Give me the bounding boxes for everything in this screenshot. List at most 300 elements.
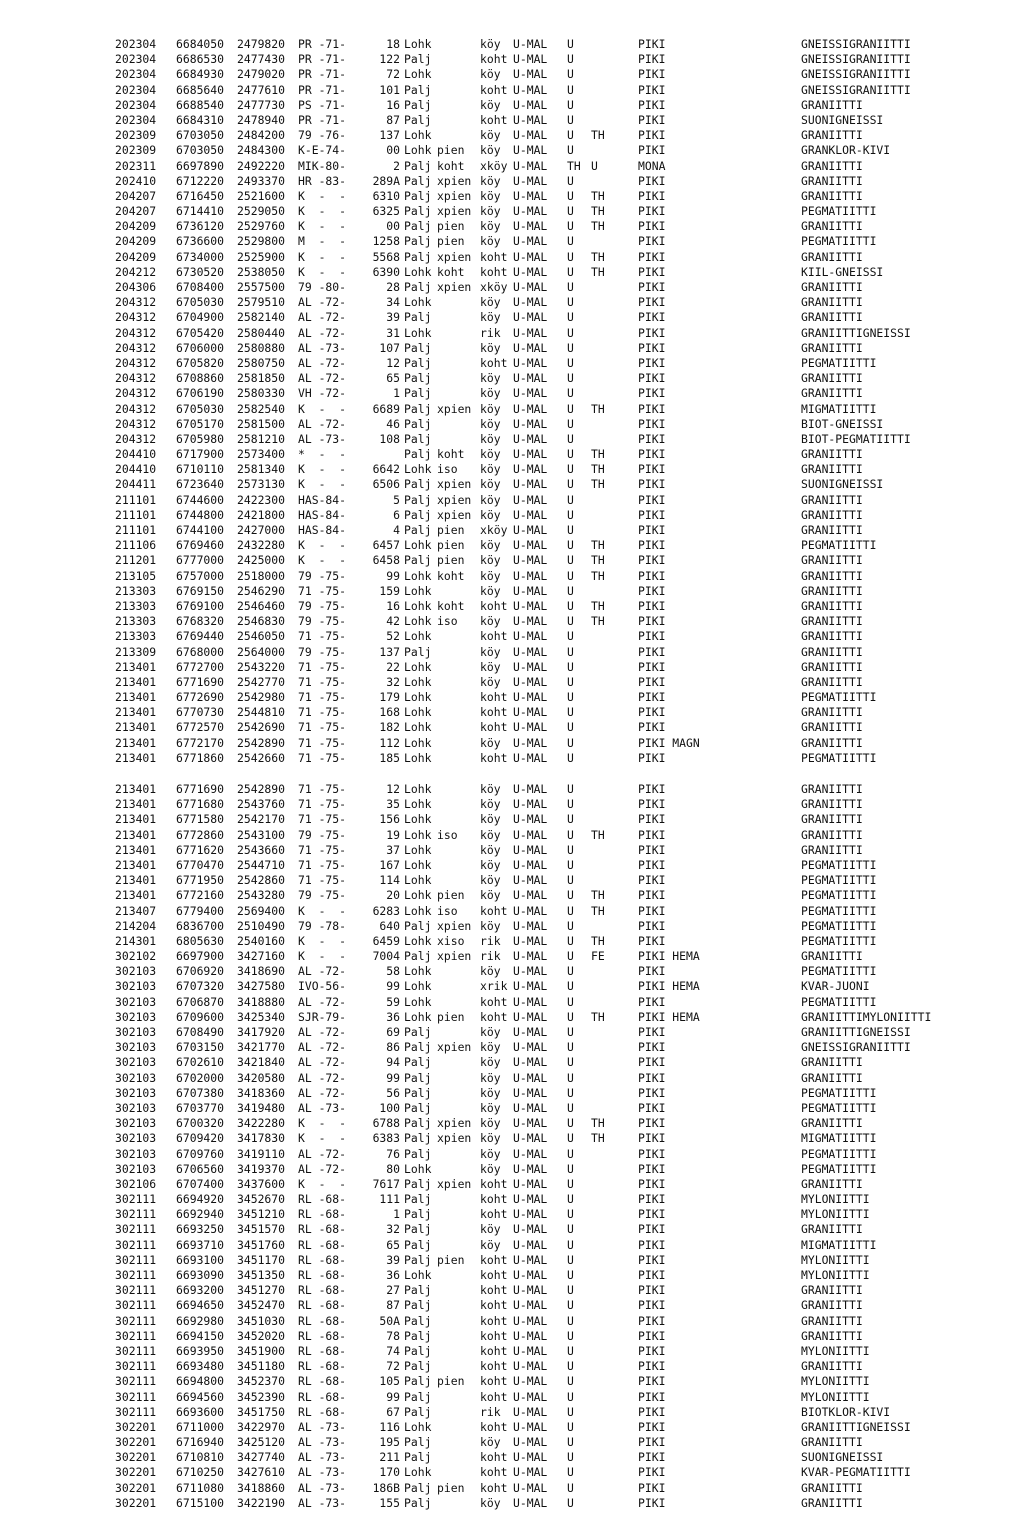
- collector-code-cell: AL -72-: [298, 1085, 347, 1100]
- northing-cell: 6685640: [176, 82, 225, 97]
- map-sheet-cell: 213401: [115, 797, 157, 812]
- sample-number-cell: 99: [386, 1389, 400, 1404]
- size-cell: koht: [437, 598, 465, 613]
- rock-name-cell: SUONIGNEISSI: [801, 477, 884, 492]
- collector-code-cell: 71 -75-: [298, 720, 347, 735]
- northing-cell: 6708860: [176, 371, 225, 386]
- sample-type-cell: Palj: [404, 1283, 432, 1298]
- status-cell: U: [567, 234, 574, 249]
- map-sheet-cell: 302103: [115, 1100, 157, 1115]
- rock-name-cell: KIIL-GNEISSI: [801, 264, 884, 279]
- easting-cell: 3427580: [237, 979, 286, 994]
- method-cell: PIKI: [638, 1146, 666, 1161]
- quality-cell: koht: [480, 1176, 508, 1191]
- table-row: [0, 1283, 1024, 1298]
- map-sheet-cell: 214204: [115, 918, 157, 933]
- flag-cell: TH: [591, 401, 605, 416]
- northing-cell: 6709600: [176, 1009, 225, 1024]
- collector-code-cell: 71 -75-: [298, 750, 347, 765]
- northing-cell: 6702610: [176, 1055, 225, 1070]
- northing-cell: 6710250: [176, 1465, 225, 1480]
- sample-number-cell: 46: [386, 416, 400, 431]
- map-sheet-cell: 213401: [115, 888, 157, 903]
- map-sheet-cell: 204212: [115, 264, 157, 279]
- sample-type-cell: Lohk: [404, 143, 432, 158]
- collector-code-cell: K - -: [298, 553, 347, 568]
- sample-type-cell: Lohk: [404, 128, 432, 143]
- northing-cell: 6697900: [176, 949, 225, 964]
- status-cell: U: [567, 735, 574, 750]
- map-sheet-cell: 302103: [115, 994, 157, 1009]
- analysis-cell: U-MAL: [513, 720, 548, 735]
- sample-number-cell: 159: [379, 583, 400, 598]
- northing-cell: 6705030: [176, 401, 225, 416]
- collector-code-cell: K - -: [298, 264, 347, 279]
- size-cell: iso: [437, 903, 458, 918]
- quality-cell: koht: [480, 1359, 508, 1374]
- sample-type-cell: Palj: [404, 1222, 432, 1237]
- easting-cell: 3451170: [237, 1252, 286, 1267]
- northing-cell: 6693480: [176, 1359, 225, 1374]
- size-cell: xpien: [437, 173, 472, 188]
- status-cell: U: [567, 553, 574, 568]
- table-row: [0, 493, 1024, 508]
- map-sheet-cell: 302103: [115, 1161, 157, 1176]
- sample-type-cell: Palj: [404, 1100, 432, 1115]
- sample-type-cell: Palj: [404, 1131, 432, 1146]
- rock-name-cell: GRANIITTI: [801, 553, 863, 568]
- analysis-cell: U-MAL: [513, 644, 548, 659]
- easting-cell: 2580330: [237, 386, 286, 401]
- sample-number-cell: 65: [386, 371, 400, 386]
- rock-name-cell: BIOTKLOR-KIVI: [801, 1404, 891, 1419]
- collector-code-cell: AL -73-: [298, 1480, 347, 1495]
- quality-cell: köy: [480, 1070, 501, 1085]
- flag-cell: TH: [591, 249, 605, 264]
- northing-cell: 6706920: [176, 964, 225, 979]
- table-row: [0, 371, 1024, 386]
- collector-code-cell: RL -68-: [298, 1268, 347, 1282]
- quality-cell: koht: [480, 1268, 508, 1282]
- map-sheet-cell: 202304: [115, 97, 157, 112]
- sample-number-cell: 56: [386, 1085, 400, 1100]
- status-cell: U: [567, 1435, 574, 1450]
- method-cell: PIKI: [638, 705, 666, 720]
- status-cell: U: [567, 888, 574, 903]
- collector-code-cell: AL -73-: [298, 431, 347, 446]
- rock-name-cell: MYLONIITTI: [801, 1374, 870, 1389]
- status-cell: U: [567, 1343, 574, 1358]
- sample-type-cell: Palj: [404, 1040, 432, 1055]
- easting-cell: 2479020: [237, 67, 286, 82]
- collector-code-cell: K - -: [298, 401, 347, 416]
- analysis-cell: U-MAL: [513, 1268, 548, 1282]
- table-row: [0, 736, 1024, 751]
- sample-number-cell: 39: [386, 1252, 400, 1267]
- map-sheet-cell: 213401: [115, 720, 157, 735]
- status-cell: U: [567, 97, 574, 112]
- rock-name-cell: GRANIITTI: [801, 674, 863, 689]
- easting-cell: 3451760: [237, 1237, 286, 1252]
- sample-number-cell: 39: [386, 310, 400, 325]
- northing-cell: 6693600: [176, 1404, 225, 1419]
- analysis-cell: U-MAL: [513, 888, 548, 903]
- table-row: [0, 1147, 1024, 1162]
- method-cell: PIKI: [638, 842, 666, 857]
- collector-code-cell: K-E-74-: [298, 143, 347, 158]
- rock-name-cell: GRANIITTI: [801, 1116, 863, 1131]
- sample-number-cell: 31: [386, 325, 400, 340]
- northing-cell: 6772170: [176, 735, 225, 750]
- sample-type-cell: Palj: [404, 918, 432, 933]
- status-cell: U: [567, 903, 574, 918]
- northing-cell: 6693200: [176, 1283, 225, 1298]
- easting-cell: 3437600: [237, 1176, 286, 1191]
- status-cell: U: [567, 1359, 574, 1374]
- rock-name-cell: MIGMATIITTI: [801, 1131, 877, 1146]
- table-row: [0, 143, 1024, 158]
- easting-cell: 3419110: [237, 1146, 286, 1161]
- collector-code-cell: K - -: [298, 903, 347, 918]
- collector-code-cell: RL -68-: [298, 1252, 347, 1267]
- analysis-cell: U-MAL: [513, 128, 548, 143]
- status-cell: U: [567, 1025, 574, 1039]
- collector-code-cell: AL -73-: [298, 1100, 347, 1115]
- easting-cell: 2543100: [237, 827, 286, 842]
- quality-cell: koht: [480, 1465, 508, 1480]
- collector-code-cell: RL -68-: [298, 1222, 347, 1237]
- quality-cell: koht: [480, 82, 508, 97]
- method-cell: PIKI: [638, 598, 666, 613]
- table-row: [0, 1238, 1024, 1253]
- quality-cell: köy: [480, 964, 501, 979]
- map-sheet-cell: 302103: [115, 1131, 157, 1146]
- method-cell: PIKI: [638, 644, 666, 659]
- analysis-cell: U-MAL: [513, 705, 548, 720]
- sample-number-cell: 6506: [372, 477, 400, 492]
- rock-name-cell: GRANIITTI: [801, 644, 863, 659]
- rock-name-cell: GRANIITTI: [801, 1495, 863, 1510]
- size-cell: xpien: [437, 918, 472, 933]
- quality-cell: köy: [480, 310, 501, 325]
- analysis-cell: U-MAL: [513, 1313, 548, 1328]
- rock-name-cell: PEGMATIITTI: [801, 888, 877, 903]
- northing-cell: 6779400: [176, 903, 225, 918]
- table-row: [0, 599, 1024, 614]
- collector-code-cell: 71 -75-: [298, 705, 347, 720]
- northing-cell: 6694650: [176, 1298, 225, 1313]
- sample-number-cell: 6310: [372, 188, 400, 203]
- northing-cell: 6709420: [176, 1131, 225, 1146]
- status-cell: U: [567, 1450, 574, 1465]
- map-sheet-cell: 302111: [115, 1313, 157, 1328]
- collector-code-cell: AL -72-: [298, 1055, 347, 1070]
- status-cell: U: [567, 280, 574, 294]
- rock-name-cell: GRANIITTI: [801, 219, 863, 234]
- rock-name-cell: GRANIITTI: [801, 1313, 863, 1328]
- sample-number-cell: 37: [386, 842, 400, 857]
- northing-cell: 6770730: [176, 705, 225, 720]
- method-cell: PIKI: [638, 1359, 666, 1374]
- easting-cell: 2546050: [237, 629, 286, 644]
- map-sheet-cell: 204312: [115, 310, 157, 325]
- sample-type-cell: Palj: [404, 1085, 432, 1100]
- sample-number-cell: 00: [386, 143, 400, 158]
- collector-code-cell: RL -68-: [298, 1237, 347, 1252]
- method-cell: PIKI: [638, 295, 666, 310]
- method-cell: PIKI HEMA: [638, 949, 700, 964]
- easting-cell: 2546460: [237, 598, 286, 613]
- map-sheet-cell: 213401: [115, 812, 157, 827]
- table-row: [0, 1481, 1024, 1496]
- easting-cell: 2543280: [237, 888, 286, 903]
- size-cell: pien: [437, 1374, 465, 1389]
- rock-name-cell: GRANIITTI: [801, 97, 863, 112]
- map-sheet-cell: 302111: [115, 1343, 157, 1358]
- analysis-cell: U-MAL: [513, 507, 548, 522]
- quality-cell: koht: [480, 690, 508, 705]
- map-sheet-cell: 302103: [115, 1116, 157, 1131]
- easting-cell: 2546290: [237, 583, 286, 598]
- easting-cell: 2542980: [237, 690, 286, 705]
- quality-cell: köy: [480, 583, 501, 598]
- map-sheet-cell: 202309: [115, 128, 157, 143]
- sample-type-cell: Palj: [404, 1313, 432, 1328]
- rock-name-cell: GRANIITTI: [801, 568, 863, 583]
- map-sheet-cell: 204312: [115, 371, 157, 386]
- method-cell: PIKI: [638, 1176, 666, 1191]
- analysis-cell: U-MAL: [513, 431, 548, 446]
- quality-cell: köy: [480, 1100, 501, 1115]
- status-cell: U: [567, 1009, 574, 1024]
- collector-code-cell: 71 -75-: [298, 842, 347, 857]
- collector-code-cell: PR -71-: [298, 37, 347, 51]
- analysis-cell: U-MAL: [513, 994, 548, 1009]
- northing-cell: 6694560: [176, 1389, 225, 1404]
- quality-cell: köy: [480, 234, 501, 249]
- status-cell: U: [567, 994, 574, 1009]
- easting-cell: 2479820: [237, 37, 286, 51]
- flag-cell: TH: [591, 204, 605, 219]
- method-cell: PIKI: [638, 812, 666, 827]
- northing-cell: 6694920: [176, 1192, 225, 1207]
- northing-cell: 6706190: [176, 386, 225, 401]
- quality-cell: köy: [480, 431, 501, 446]
- quality-cell: koht: [480, 994, 508, 1009]
- rock-name-cell: GRANIITTI: [801, 188, 863, 203]
- collector-code-cell: RL -68-: [298, 1283, 347, 1298]
- table-row: [0, 1101, 1024, 1116]
- sample-type-cell: Lohk: [404, 462, 432, 477]
- rock-name-cell: GRANIITTI: [801, 782, 863, 796]
- map-sheet-cell: 211101: [115, 507, 157, 522]
- method-cell: PIKI: [638, 659, 666, 674]
- table-row: [0, 949, 1024, 964]
- analysis-cell: U-MAL: [513, 690, 548, 705]
- analysis-cell: U-MAL: [513, 355, 548, 370]
- table-row: [0, 1116, 1024, 1131]
- sample-type-cell: Palj: [404, 1025, 432, 1039]
- easting-cell: 2544810: [237, 705, 286, 720]
- sample-type-cell: Palj: [404, 1070, 432, 1085]
- sample-type-cell: Palj: [404, 507, 432, 522]
- easting-cell: 2579510: [237, 295, 286, 310]
- quality-cell: köy: [480, 1025, 501, 1039]
- map-sheet-cell: 302103: [115, 1025, 157, 1039]
- northing-cell: 6805630: [176, 933, 225, 948]
- flag-cell: TH: [591, 888, 605, 903]
- status-cell: U: [567, 112, 574, 127]
- method-cell: PIKI: [638, 538, 666, 553]
- map-sheet-cell: 204209: [115, 219, 157, 234]
- status-cell: U: [567, 371, 574, 386]
- quality-cell: köy: [480, 812, 501, 827]
- easting-cell: 3427740: [237, 1450, 286, 1465]
- status-cell: U: [567, 1070, 574, 1085]
- rock-name-cell: GNEISSIGRANIITTI: [801, 1040, 911, 1055]
- map-sheet-cell: 302111: [115, 1328, 157, 1343]
- easting-cell: 2521600: [237, 188, 286, 203]
- collector-code-cell: 79 -78-: [298, 918, 347, 933]
- easting-cell: 2422300: [237, 492, 286, 507]
- table-row: [0, 538, 1024, 553]
- collector-code-cell: K - -: [298, 1131, 347, 1146]
- northing-cell: 6757000: [176, 568, 225, 583]
- sample-number-cell: 6283: [372, 903, 400, 918]
- status-cell: U: [567, 295, 574, 310]
- size-cell: pien: [437, 888, 465, 903]
- easting-cell: 2493370: [237, 173, 286, 188]
- method-cell: PIKI: [638, 477, 666, 492]
- easting-cell: 2477730: [237, 97, 286, 112]
- northing-cell: 6769440: [176, 629, 225, 644]
- collector-code-cell: IVO-56-: [298, 979, 347, 994]
- collector-code-cell: RL -68-: [298, 1389, 347, 1404]
- status-cell: U: [567, 1116, 574, 1131]
- table-row: [0, 1192, 1024, 1207]
- method-cell: PIKI: [638, 1328, 666, 1343]
- method-cell: PIKI: [638, 1222, 666, 1237]
- sample-type-cell: Palj: [404, 492, 432, 507]
- map-sheet-cell: 204410: [115, 462, 157, 477]
- map-sheet-cell: 302111: [115, 1237, 157, 1252]
- table-row: [0, 888, 1024, 903]
- rock-name-cell: MIGMATIITTI: [801, 1237, 877, 1252]
- collector-code-cell: AL -72-: [298, 325, 347, 340]
- analysis-cell: U-MAL: [513, 873, 548, 888]
- rock-name-cell: PEGMATIITTI: [801, 690, 877, 705]
- rock-name-cell: GNEISSIGRANIITTI: [801, 52, 911, 67]
- method-cell: PIKI: [638, 553, 666, 568]
- status-cell: U: [567, 1328, 574, 1343]
- method-cell: PIKI: [638, 1435, 666, 1450]
- sample-type-cell: Palj: [404, 249, 432, 264]
- sample-number-cell: 69: [386, 1025, 400, 1039]
- collector-code-cell: AL -72-: [298, 994, 347, 1009]
- table-row: [0, 1390, 1024, 1405]
- collector-code-cell: AL -72-: [298, 310, 347, 325]
- sample-type-cell: Palj: [404, 188, 432, 203]
- easting-cell: 2542890: [237, 782, 286, 796]
- map-sheet-cell: 213303: [115, 614, 157, 629]
- map-sheet-cell: 302111: [115, 1222, 157, 1237]
- analysis-cell: U-MAL: [513, 1328, 548, 1343]
- map-sheet-cell: 302111: [115, 1298, 157, 1313]
- table-row: [0, 1450, 1024, 1465]
- status-cell: U: [567, 523, 574, 537]
- map-sheet-cell: 204312: [115, 401, 157, 416]
- quality-cell: köy: [480, 1161, 501, 1176]
- collector-code-cell: 71 -75-: [298, 583, 347, 598]
- rock-name-cell: GRANIITTI: [801, 827, 863, 842]
- size-cell: iso: [437, 462, 458, 477]
- analysis-cell: U-MAL: [513, 112, 548, 127]
- northing-cell: 6705170: [176, 416, 225, 431]
- sample-type-cell: Lohk: [404, 842, 432, 857]
- sample-table-upper: [0, 37, 1024, 766]
- sample-type-cell: Lohk: [404, 782, 432, 796]
- collector-code-cell: 79 -76-: [298, 128, 347, 143]
- sample-type-cell: Lohk: [404, 720, 432, 735]
- sample-number-cell: 167: [379, 857, 400, 872]
- status-cell: U: [567, 1252, 574, 1267]
- analysis-cell: U-MAL: [513, 538, 548, 553]
- quality-cell: köy: [480, 401, 501, 416]
- analysis-cell: U-MAL: [513, 735, 548, 750]
- rock-name-cell: PEGMATIITTI: [801, 1085, 877, 1100]
- northing-cell: 6734000: [176, 249, 225, 264]
- method-cell: PIKI: [638, 143, 666, 158]
- northing-cell: 6770470: [176, 857, 225, 872]
- sample-type-cell: Palj: [404, 1495, 432, 1510]
- northing-cell: 6684050: [176, 37, 225, 51]
- analysis-cell: U-MAL: [513, 979, 548, 994]
- analysis-cell: U-MAL: [513, 614, 548, 629]
- status-cell: U: [567, 219, 574, 234]
- map-sheet-cell: 302111: [115, 1283, 157, 1298]
- sample-number-cell: 52: [386, 629, 400, 644]
- sample-number-cell: 122: [379, 52, 400, 67]
- sample-number-cell: 6325: [372, 204, 400, 219]
- sample-type-cell: Palj: [404, 1480, 432, 1495]
- analysis-cell: U-MAL: [513, 523, 548, 537]
- sample-number-cell: 107: [379, 340, 400, 355]
- rock-name-cell: GRANIITTIGNEISSI: [801, 1025, 911, 1039]
- map-sheet-cell: 211101: [115, 492, 157, 507]
- status-cell: U: [567, 705, 574, 720]
- table-row: [0, 128, 1024, 143]
- sample-type-cell: Palj: [404, 1389, 432, 1404]
- easting-cell: 3452470: [237, 1298, 286, 1313]
- method-cell: PIKI: [638, 1374, 666, 1389]
- analysis-cell: U-MAL: [513, 1100, 548, 1115]
- sample-number-cell: 72: [386, 1359, 400, 1374]
- status-cell: U: [567, 827, 574, 842]
- size-cell: xpien: [437, 1040, 472, 1055]
- quality-cell: koht: [480, 1313, 508, 1328]
- easting-cell: 2573400: [237, 447, 286, 462]
- quality-cell: köy: [480, 873, 501, 888]
- quality-cell: koht: [480, 264, 508, 279]
- table-row: [0, 904, 1024, 919]
- northing-cell: 6693090: [176, 1268, 225, 1282]
- quality-cell: rik: [480, 933, 501, 948]
- table-row: [0, 873, 1024, 888]
- quality-cell: rik: [480, 1404, 501, 1419]
- method-cell: PIKI: [638, 583, 666, 598]
- method-cell: PIKI: [638, 674, 666, 689]
- rock-name-cell: PEGMATIITTI: [801, 873, 877, 888]
